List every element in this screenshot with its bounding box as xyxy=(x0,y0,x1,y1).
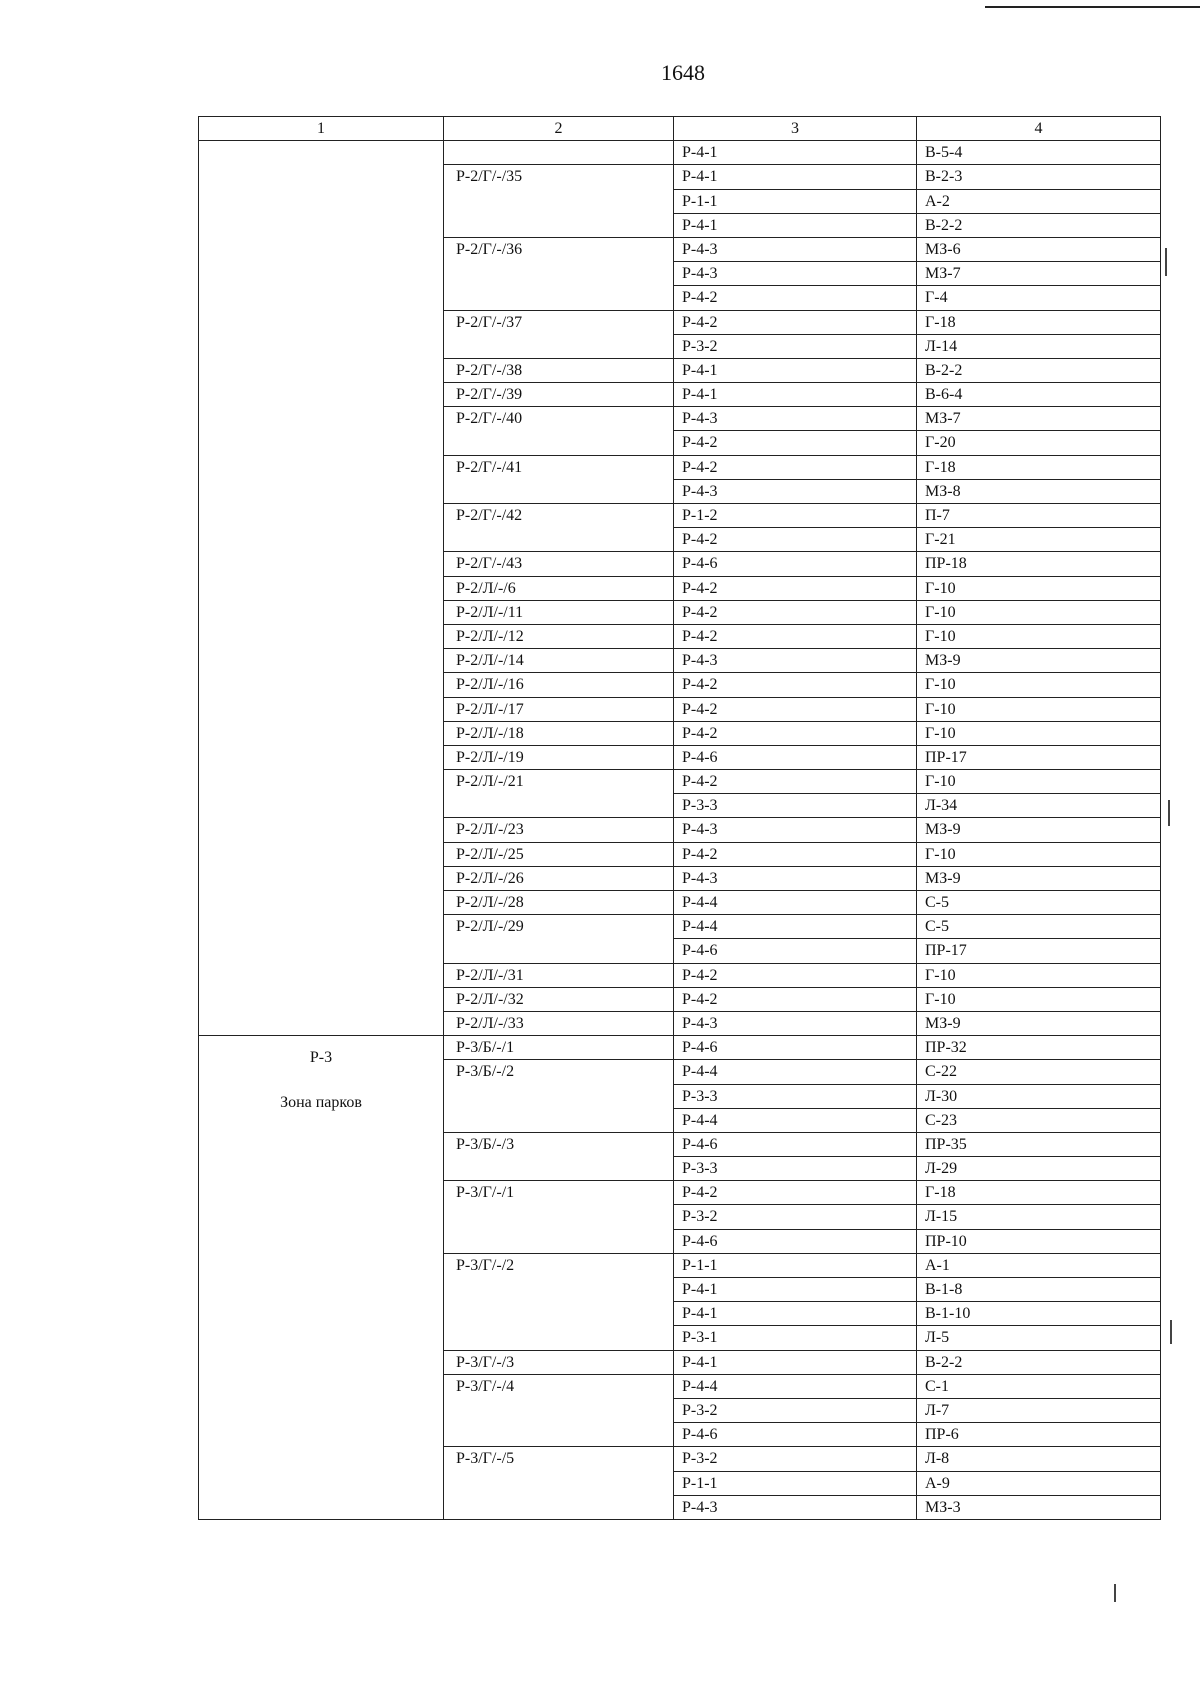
subzone-code: Р-2/Л/-/21 xyxy=(444,770,674,818)
zone-cell xyxy=(199,1036,444,1520)
table-row xyxy=(199,141,1161,165)
parameter-code: МЗ-6 xyxy=(917,237,1161,261)
parameter-code: МЗ-9 xyxy=(917,1011,1161,1035)
parameter-code: В-5-4 xyxy=(917,141,1161,165)
parameter-code: С-1 xyxy=(917,1374,1161,1398)
parameter-code: С-23 xyxy=(917,1108,1161,1132)
permitted-use-code: Р-3-3 xyxy=(674,1084,917,1108)
permitted-use-code: Р-4-3 xyxy=(674,262,917,286)
subzone-code: Р-2/Г/-/37 xyxy=(444,310,674,358)
subzone-code: Р-2/Г/-/36 xyxy=(444,237,674,310)
parameter-code: ПР-10 xyxy=(917,1229,1161,1253)
parameter-code: МЗ-9 xyxy=(917,818,1161,842)
zoning-table xyxy=(198,116,1161,1520)
permitted-use-code: Р-3-2 xyxy=(674,1205,917,1229)
parameter-code: Г-4 xyxy=(917,286,1161,310)
scan-mark xyxy=(1114,1584,1116,1602)
parameter-code: Г-18 xyxy=(917,455,1161,479)
parameter-code: МЗ-3 xyxy=(917,1495,1161,1519)
permitted-use-code: Р-4-3 xyxy=(674,818,917,842)
permitted-use-code: Р-4-3 xyxy=(674,1495,917,1519)
column-header: 4 xyxy=(917,117,1161,141)
permitted-use-code: Р-4-4 xyxy=(674,1060,917,1084)
parameter-code: С-5 xyxy=(917,915,1161,939)
permitted-use-code: Р-4-6 xyxy=(674,1036,917,1060)
subzone-code: Р-3/Г/-/2 xyxy=(444,1253,674,1350)
subzone-code: Р-2/Л/-/19 xyxy=(444,745,674,769)
parameter-code: Г-18 xyxy=(917,310,1161,334)
permitted-use-code: Р-4-4 xyxy=(674,1108,917,1132)
parameter-code: Г-10 xyxy=(917,697,1161,721)
parameter-code: ПР-17 xyxy=(917,939,1161,963)
parameter-code: Г-18 xyxy=(917,1181,1161,1205)
parameter-code: В-2-2 xyxy=(917,213,1161,237)
parameter-code: Г-10 xyxy=(917,673,1161,697)
parameter-code: В-2-3 xyxy=(917,165,1161,189)
permitted-use-code: Р-4-1 xyxy=(674,358,917,382)
parameter-code: С-22 xyxy=(917,1060,1161,1084)
permitted-use-code: Р-4-1 xyxy=(674,383,917,407)
permitted-use-code: Р-4-4 xyxy=(674,891,917,915)
permitted-use-code: Р-4-6 xyxy=(674,1132,917,1156)
permitted-use-code: Р-4-2 xyxy=(674,1181,917,1205)
scan-mark xyxy=(1165,248,1167,276)
permitted-use-code: Р-4-1 xyxy=(674,165,917,189)
parameter-code: Г-20 xyxy=(917,431,1161,455)
subzone-code: Р-2/Г/-/35 xyxy=(444,165,674,238)
permitted-use-code: Р-4-2 xyxy=(674,770,917,794)
subzone-code: Р-3/Б/-/3 xyxy=(444,1132,674,1180)
parameter-code: Г-10 xyxy=(917,842,1161,866)
subzone-code: Р-2/Л/-/23 xyxy=(444,818,674,842)
permitted-use-code: Р-4-2 xyxy=(674,576,917,600)
subzone-code: Р-2/Л/-/14 xyxy=(444,649,674,673)
subzone-code: Р-2/Г/-/43 xyxy=(444,552,674,576)
subzone-code: Р-3/Г/-/1 xyxy=(444,1181,674,1254)
permitted-use-code: Р-4-2 xyxy=(674,697,917,721)
permitted-use-code: Р-4-3 xyxy=(674,866,917,890)
zone-code: Р-3 xyxy=(309,1049,333,1067)
parameter-code: А-9 xyxy=(917,1471,1161,1495)
parameter-code: ПР-17 xyxy=(917,745,1161,769)
scan-mark xyxy=(1168,800,1170,826)
permitted-use-code: Р-3-2 xyxy=(674,1447,917,1471)
permitted-use-code: Р-4-2 xyxy=(674,310,917,334)
permitted-use-code: Р-4-3 xyxy=(674,407,917,431)
subzone-code: Р-2/Л/-/28 xyxy=(444,891,674,915)
permitted-use-code: Р-3-3 xyxy=(674,794,917,818)
parameter-code: Г-10 xyxy=(917,624,1161,648)
subzone-code: Р-2/Г/-/40 xyxy=(444,407,674,455)
parameter-code: МЗ-7 xyxy=(917,407,1161,431)
column-header: 3 xyxy=(674,117,917,141)
subzone-code: Р-2/Л/-/17 xyxy=(444,697,674,721)
parameter-code: Г-21 xyxy=(917,528,1161,552)
permitted-use-code: Р-3-3 xyxy=(674,1157,917,1181)
subzone-code: Р-2/Г/-/39 xyxy=(444,383,674,407)
permitted-use-code: Р-4-2 xyxy=(674,624,917,648)
subzone-code: Р-2/Л/-/11 xyxy=(444,600,674,624)
parameter-code: В-1-8 xyxy=(917,1278,1161,1302)
permitted-use-code: Р-4-1 xyxy=(674,1350,917,1374)
permitted-use-code: Р-3-2 xyxy=(674,334,917,358)
permitted-use-code: Р-1-1 xyxy=(674,189,917,213)
parameter-code: А-2 xyxy=(917,189,1161,213)
parameter-code: В-1-10 xyxy=(917,1302,1161,1326)
permitted-use-code: Р-4-6 xyxy=(674,939,917,963)
parameter-code: А-1 xyxy=(917,1253,1161,1277)
subzone-code: Р-3/Б/-/1 xyxy=(444,1036,674,1060)
subzone-code: Р-3/Г/-/3 xyxy=(444,1350,674,1374)
subzone-code: Р-2/Л/-/32 xyxy=(444,987,674,1011)
table-body xyxy=(199,141,1161,1520)
parameter-code: Г-10 xyxy=(917,987,1161,1011)
zone-cell xyxy=(199,141,444,1036)
permitted-use-code: Р-4-6 xyxy=(674,552,917,576)
parameter-code: Г-10 xyxy=(917,600,1161,624)
permitted-use-code: Р-4-2 xyxy=(674,286,917,310)
subzone-code: Р-3/Б/-/2 xyxy=(444,1060,674,1133)
permitted-use-code: Р-4-6 xyxy=(674,1229,917,1253)
permitted-use-code: Р-4-4 xyxy=(674,915,917,939)
permitted-use-code: Р-4-2 xyxy=(674,987,917,1011)
parameter-code: Л-29 xyxy=(917,1157,1161,1181)
parameter-code: МЗ-7 xyxy=(917,262,1161,286)
subzone-code: Р-2/Л/-/26 xyxy=(444,866,674,890)
subzone-code: Р-2/Л/-/18 xyxy=(444,721,674,745)
parameter-code: Г-10 xyxy=(917,576,1161,600)
parameter-code: Л-5 xyxy=(917,1326,1161,1350)
subzone-code: Р-2/Л/-/12 xyxy=(444,624,674,648)
permitted-use-code: Р-4-2 xyxy=(674,528,917,552)
parameter-code: ПР-18 xyxy=(917,552,1161,576)
permitted-use-code: Р-4-2 xyxy=(674,673,917,697)
top-edge-rule xyxy=(985,6,1200,8)
parameter-code: ПР-6 xyxy=(917,1423,1161,1447)
parameter-code: С-5 xyxy=(917,891,1161,915)
permitted-use-code: Р-4-2 xyxy=(674,963,917,987)
subzone-code: Р-2/Л/-/6 xyxy=(444,576,674,600)
subzone-code: Р-2/Г/-/42 xyxy=(444,504,674,552)
permitted-use-code: Р-4-1 xyxy=(674,141,917,165)
subzone-code: Р-2/Л/-/25 xyxy=(444,842,674,866)
column-header: 2 xyxy=(444,117,674,141)
zone-name: Зона парков xyxy=(280,1094,362,1112)
parameter-code: Л-34 xyxy=(917,794,1161,818)
parameter-code: Л-15 xyxy=(917,1205,1161,1229)
subzone-code: Р-3/Г/-/5 xyxy=(444,1447,674,1520)
permitted-use-code: Р-1-2 xyxy=(674,504,917,528)
subzone-code: Р-2/Г/-/41 xyxy=(444,455,674,503)
permitted-use-code: Р-4-2 xyxy=(674,721,917,745)
parameter-code: В-6-4 xyxy=(917,383,1161,407)
parameter-code: В-2-2 xyxy=(917,358,1161,382)
header-row xyxy=(199,117,1161,141)
table-row xyxy=(199,1036,1161,1060)
page-number: 1648 xyxy=(661,60,705,85)
permitted-use-code: Р-4-6 xyxy=(674,745,917,769)
permitted-use-code: Р-4-3 xyxy=(674,479,917,503)
subzone-code xyxy=(444,141,674,165)
permitted-use-code: Р-4-1 xyxy=(674,1278,917,1302)
parameter-code: Г-10 xyxy=(917,721,1161,745)
permitted-use-code: Р-1-1 xyxy=(674,1253,917,1277)
permitted-use-code: Р-4-1 xyxy=(674,1302,917,1326)
subzone-code: Р-2/Л/-/33 xyxy=(444,1011,674,1035)
permitted-use-code: Р-4-2 xyxy=(674,842,917,866)
subzone-code: Р-2/Г/-/38 xyxy=(444,358,674,382)
permitted-use-code: Р-4-2 xyxy=(674,600,917,624)
permitted-use-code: Р-4-6 xyxy=(674,1423,917,1447)
parameter-code: ПР-32 xyxy=(917,1036,1161,1060)
permitted-use-code: Р-3-2 xyxy=(674,1398,917,1422)
permitted-use-code: Р-4-1 xyxy=(674,213,917,237)
parameter-code: В-2-2 xyxy=(917,1350,1161,1374)
permitted-use-code: Р-3-1 xyxy=(674,1326,917,1350)
permitted-use-code: Р-4-4 xyxy=(674,1374,917,1398)
parameter-code: Л-8 xyxy=(917,1447,1161,1471)
parameter-code: МЗ-9 xyxy=(917,866,1161,890)
subzone-code: Р-2/Л/-/16 xyxy=(444,673,674,697)
parameter-code: ПР-35 xyxy=(917,1132,1161,1156)
subzone-code: Р-3/Г/-/4 xyxy=(444,1374,674,1447)
parameter-code: Г-10 xyxy=(917,770,1161,794)
subzone-code: Р-2/Л/-/29 xyxy=(444,915,674,963)
parameter-code: МЗ-8 xyxy=(917,479,1161,503)
permitted-use-code: Р-1-1 xyxy=(674,1471,917,1495)
permitted-use-code: Р-4-3 xyxy=(674,649,917,673)
permitted-use-code: Р-4-3 xyxy=(674,237,917,261)
parameter-code: Г-10 xyxy=(917,963,1161,987)
permitted-use-code: Р-4-3 xyxy=(674,1011,917,1035)
parameter-code: П-7 xyxy=(917,504,1161,528)
column-header: 1 xyxy=(199,117,444,141)
parameter-code: Л-14 xyxy=(917,334,1161,358)
parameter-code: МЗ-9 xyxy=(917,649,1161,673)
parameter-code: Л-30 xyxy=(917,1084,1161,1108)
permitted-use-code: Р-4-2 xyxy=(674,455,917,479)
permitted-use-code: Р-4-2 xyxy=(674,431,917,455)
parameter-code: Л-7 xyxy=(917,1398,1161,1422)
scan-mark xyxy=(1170,1320,1172,1344)
subzone-code: Р-2/Л/-/31 xyxy=(444,963,674,987)
